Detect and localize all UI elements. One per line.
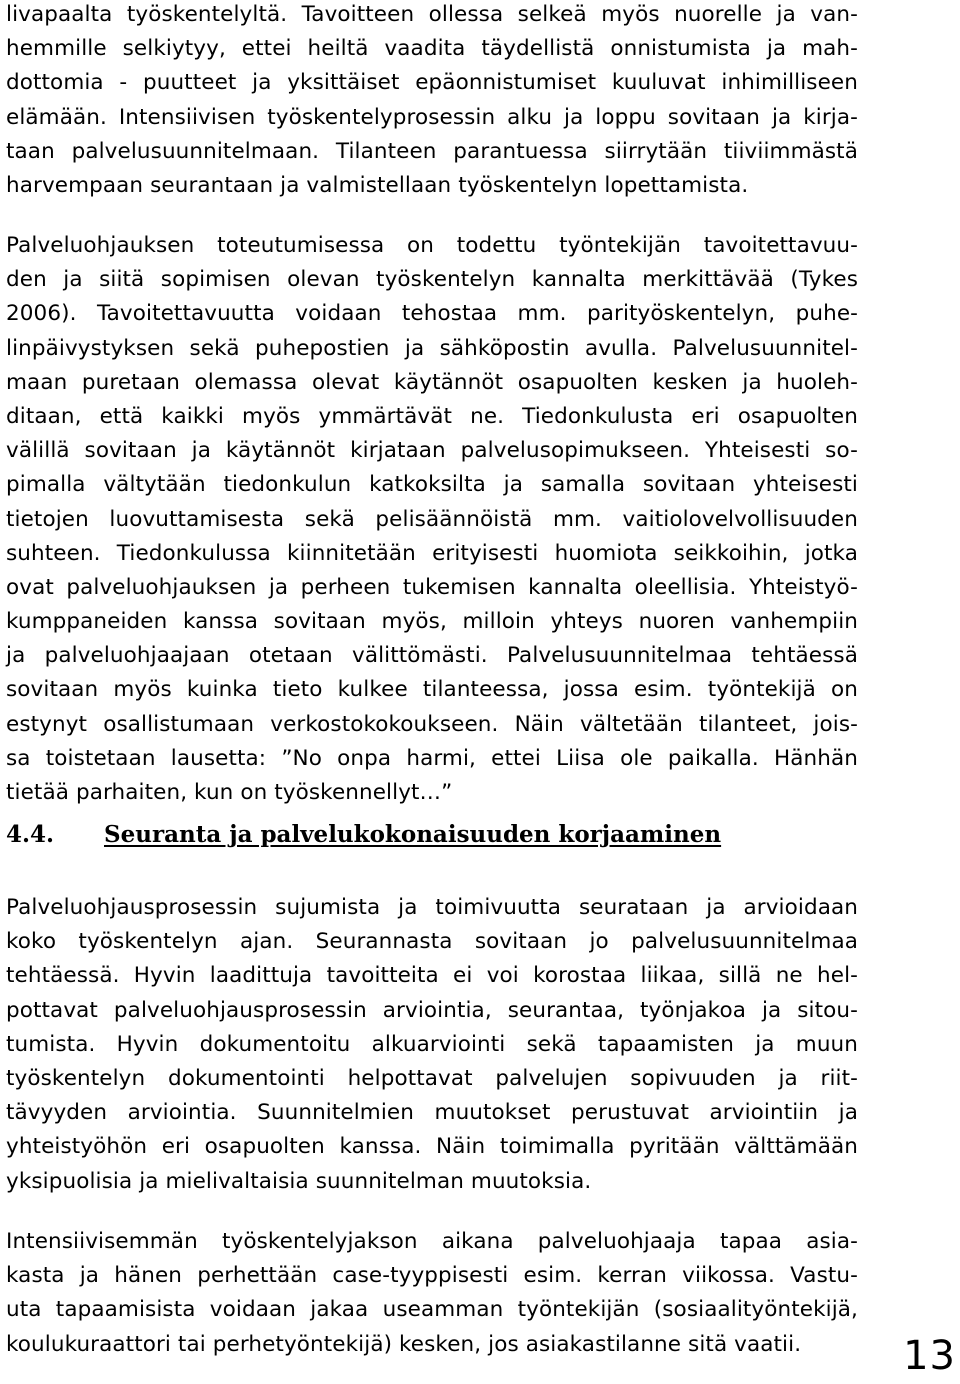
- text-line: välillä sovitaan ja käytännöt kirjataan palvelusopimukseen. Yhteisesti so-: [6, 438, 858, 464]
- text-line: Palveluohjausprosessin sujumista ja toimivuutta seurataan ja arvioidaan: [6, 895, 858, 920]
- section-heading: [6, 818, 858, 852]
- paragraph-intensive-period: [6, 1225, 858, 1362]
- text-line: livapaalta työskentelyltä. Tavoitteen ollessa selkeä myös nuorelle ja van-: [6, 2, 858, 27]
- paragraph-monitoring: [6, 891, 858, 1199]
- text-line: Intensiivisemmän työskentelyjakson aikana palveluohjaaja tapaa asia-: [6, 1229, 858, 1254]
- text-line: tehtäessä. Hyvin laadittuja tavoitteita ei voi korostaa liikaa, sillä ne hel-: [6, 963, 858, 989]
- text-line: Palveluohjauksen toteutumisessa on todettu työntekijän tavoitettavuu-: [6, 233, 858, 258]
- section-title: Seuranta ja palvelukokonaisuuden korjaaminen: [104, 821, 722, 848]
- text-line: kumppaneiden kanssa sovitaan myös, milloin yhteys nuoren vanhempiin: [6, 609, 858, 635]
- text-line: koko työskentelyn ajan. Seurannasta sovitaan jo palvelusuunnitelmaa: [6, 929, 858, 955]
- page-number: 13: [903, 1333, 956, 1379]
- text-line: ditaan, että kaikki myös ymmärtävät ne. Tiedonkulusta eri osapuolten: [6, 403, 858, 429]
- text-line: koulukuraattori tai perhetyöntekijä) kesken, jos asiakastilanne sitä vaatii.: [6, 1331, 802, 1357]
- text-line: tietää parhaiten, kun on työskennellyt…”: [6, 780, 453, 805]
- text-line: pimalla vältytään tiedonkulun katkoksilta ja samalla sovitaan yhteisesti: [6, 472, 858, 498]
- text-line: estynyt osallistumaan verkostokokoukseen. Näin vältetään tilanteet, jois-: [6, 711, 858, 737]
- text-line: yksipuolisia ja mielivaltaisia suunnitelman muutoksia.: [6, 1168, 592, 1194]
- text-line: sovitaan myös kuinka tieto kulkee tilanteessa, jossa esim. työntekijä on: [6, 677, 858, 703]
- text-line: uta tapaamisista voidaan jakaa useamman työntekijän (sosiaalityöntekijä,: [6, 1297, 858, 1323]
- text-line: suhteen. Tiedonkulussa kiinnitetään erityisesti huomiota seikkoihin, jotka: [6, 540, 858, 566]
- paragraph-service-coordination: [6, 229, 858, 810]
- text-line: yhteistyöhön eri osapuolten kanssa. Näin toimimalla pyritään välttämään: [6, 1134, 858, 1160]
- text-line: sa toistetaan lausetta: ”No onpa harmi, ettei Liisa ole paikalla. Hänhän: [6, 745, 858, 771]
- text-line: tietojen luovuttamisesta sekä pelisäännöistä mm. vaitiolovelvollisuuden: [6, 506, 858, 532]
- text-line: ja palveluohjaajaan otetaan välittömästi. Palvelusuunnitelmaa tehtäessä: [6, 643, 858, 669]
- text-line: elämään. Intensiivisen työskentelyprosessin alku ja loppu sovitaan ja kirja-: [6, 104, 858, 130]
- text-line: harvempaan seurantaan ja valmistellaan työskentelyn lopettamista.: [6, 172, 749, 198]
- text-line: hemmille selkiytyy, ettei heiltä vaadita täydellistä onnistumista ja mah-: [6, 36, 858, 62]
- text-line: pottavat palveluohjausprosessin arviointia, seurantaa, työnjakoa ja sitou-: [6, 997, 858, 1023]
- text-line: tävyyden arviointia. Suunnitelmien muutokset perustuvat arviointiin ja: [6, 1100, 858, 1126]
- text-line: linpäivystyksen sekä puhepostien ja sähköpostin avulla. Palvelusuunnitel-: [6, 335, 858, 361]
- paragraph-intro: [6, 0, 858, 203]
- text-line: tumista. Hyvin dokumentoitu alkuarviointi sekä tapaamisten ja muun: [6, 1031, 858, 1057]
- text-line: taan palvelusuunnitelmaan. Tilanteen parantuessa siirrytään tiiviimmästä: [6, 138, 858, 164]
- text-line: työskentelyn dokumentointi helpottavat palvelujen sopivuuden ja riit-: [6, 1065, 858, 1091]
- text-line: maan puretaan olemassa olevat käytännöt osapuolten kesken ja huoleh-: [6, 369, 858, 395]
- text-line: dottomia - puutteet ja yksittäiset epäonnistumiset kuuluvat inhimilliseen: [6, 70, 858, 96]
- text-line: den ja siitä sopimisen olevan työskentelyn kannalta merkittävää (Tykes: [6, 267, 858, 293]
- text-line: ovat palveluohjauksen ja perheen tukemisen kannalta oleellisia. Yhteistyö-: [6, 574, 858, 600]
- section-number: 4.4.: [6, 821, 55, 848]
- text-line: kasta ja hänen perhettään case-tyyppisesti esim. kerran viikossa. Vastu-: [6, 1263, 858, 1289]
- text-line: 2006). Tavoitettavuutta voidaan tehostaa mm. parityöskentelyn, puhe-: [6, 301, 858, 327]
